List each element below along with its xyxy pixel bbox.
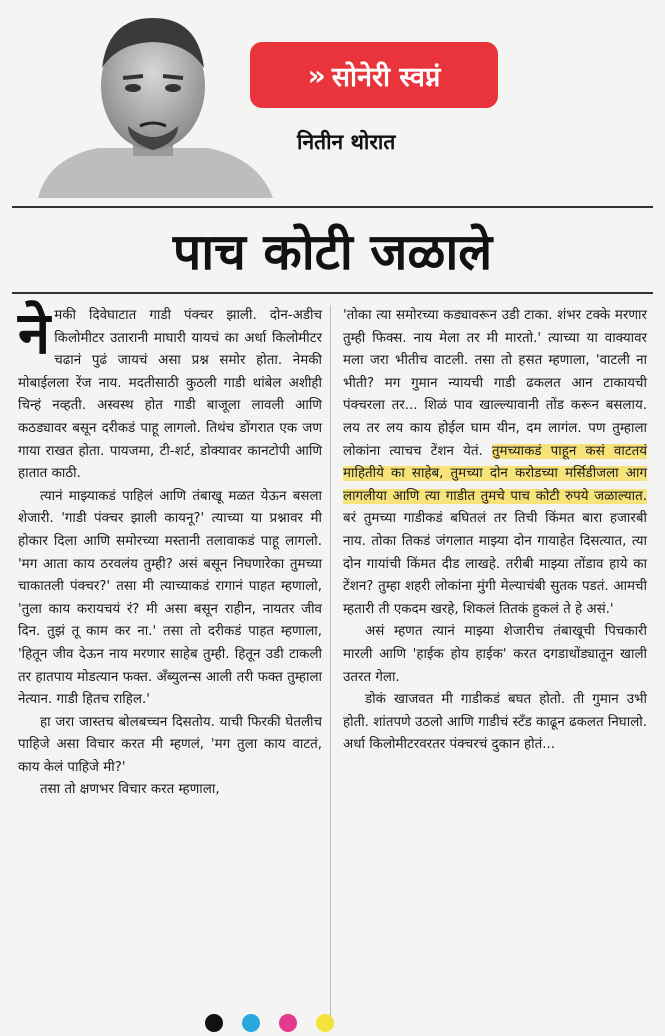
- registration-dot: [242, 1014, 260, 1032]
- registration-dot: [205, 1014, 223, 1032]
- headline-rule: [12, 292, 653, 294]
- double-chevron-right-icon: »: [307, 58, 326, 92]
- column-name-badge: [250, 42, 498, 108]
- author-photo: [28, 8, 278, 198]
- right-column: [343, 305, 647, 757]
- registration-dot: [316, 1014, 334, 1032]
- column-name: सोनेरी स्वप्नं: [331, 61, 441, 93]
- paragraph: हा जरा जास्तच बोलबच्चन दिसतोय. याची फिरकी घेतलीच पाहिजे असा विचार करत मी म्हणलं, 'मग तुला काय वाटतं, काय केलं पाहिजे मी?': [18, 714, 322, 775]
- paragraph: डोकं खाजवत मी गाडीकडं बघत होतो. ती गुमान उभी होती. शांतपणे उठलो आणि गाडीचं स्टँड काढून ढकलत निघालो. अर्धा किलोमीटरवरतर पंक्चरचं दुकान होतं...: [343, 692, 647, 753]
- paragraph: त्यानं माझ्याकडं पाहिलं आणि तंबाखू मळत येऊन बसला शेजारी. 'गाडी पंक्चर झाली कायनू?' त्याच्या या प्रश्नावर मी होकार दिला आणि समोरच्या मस्तानी तलावाकडं पाहू लागलो. 'मग आता काय ठरवलंय तुम्ही? असं बसून निघणारेका तुमच्या चाकातली पंक्चर?' तसा मी त्याच्याकडं रागानं पाहत म्हणालो, 'तुला काय करायचयं रं? मी असा बसून राहीन, नायतर जीव दिन. तुझं तू काम कर ना.' तसा तो दरीकडं पाहत म्हणाला, 'हितून जीव देऊन नाय मरणार साहेब तुम्ही. हितून उडी टाकली तर हातपाय मोडत्यान फक्त. अँब्युलन्स आली तरी फक्त तुम्हाला नेत्यान. गाडी हितच राहिल.': [18, 488, 322, 708]
- print-registration-marks: [205, 1014, 348, 1036]
- left-column: [18, 299, 322, 802]
- top-rule: [12, 206, 653, 208]
- column-divider: [330, 305, 331, 1017]
- column-header: [0, 0, 665, 205]
- author-name: नितीन थोरात: [297, 130, 396, 154]
- highlighted-text: तुमच्याकडं पाहून कसं वाटतयं माहितीये का साहेब, तुमच्या दोन करोडच्या मर्सिडीजला आग लागलीया आणि त्या गाडीत तुमचे पाच कोटी रुपये जळाल्यात.: [343, 443, 647, 504]
- paragraph: तसा तो क्षणभर विचार करत म्हणाला,: [40, 782, 220, 798]
- headline: पाच कोटी जळाले: [172, 223, 493, 281]
- paragraph: नेमकी दिवेघाटात गाडी पंक्चर झाली. दोन-अडीच किलोमीटर उतारानी माघारी यायचं का अर्धा किलोमीटर चढानं पुढं जायचं असा प्रश्न समोर होता. नेमकी मोबाईलला रेंज नाय. मदतीसाठी कुठली गाडी थांबेल अशीही चिन्हं नव्हती. अस्वस्थ होत गाडी बाजूला लावली आणि कठड्यावर बसून दरीकडं पाहू लागलो. तिथंच डोंगरात एक जण गाया राखत होता. पायजमा, टी-शर्ट, डोक्यावर कानटोपी आणि हातात काठी.: [18, 299, 322, 482]
- dropcap: ने: [18, 299, 51, 367]
- paragraph: 'तोका त्या समोरच्या कड्यावरून उडी टाका. शंभर टक्के मरणार तुम्ही फिक्स. नाय मेला तर मी मारतो.' त्याच्या या वाक्यावर मला जरा भीतीच वाटली. तसा तो हसत म्हणाला, 'वाटली ना भीती? मग गुमान न्यायची गाडी ढकलत आन टाकायची पंक्चरला तर... शिळं पाव खाल्ल्यावानी तोंड करून बसलाय. लय तर लय काय होईल घाम यीन, दम लागंल. पण तुम्हाला लोकांना त्याचच टेंशन येतं. तुमच्याकडं पाहून कसं वाटतयं माहितीये का साहेब, तुमच्या दोन करोडच्या मर्सिडीजला आग लागलीया आणि त्या गाडीत तुमचे पाच कोटी रुपये जळाल्यात. बरं तुमच्या गाडीकडं बघितलं तर तिची किंमत बारा हजारबी नाय. तोका तिकडं जंगलात माझ्या दोन गायाहेत दिसत्यात, त्या दोन गायांची किंमत दीड लाखहे. तरीबी माझ्या तोंडाव हाये का टेंशन? तुम्हा शहरी लोकांना मुंगी मेल्याचंबी सुतक पडतं. आमची म्हतारी ती एकदम खरहे, शिकलं तितकं हुकलं ते हे असं.': [343, 308, 647, 617]
- paragraph: असं म्हणत त्यानं माझ्या शेजारीच तंबाखूची पिचकारी मारली आणि 'हाईक होय हाईक' करत दगडाधोंड्यातून खाली उतरत गेला.: [343, 624, 647, 685]
- registration-dot: [279, 1014, 297, 1032]
